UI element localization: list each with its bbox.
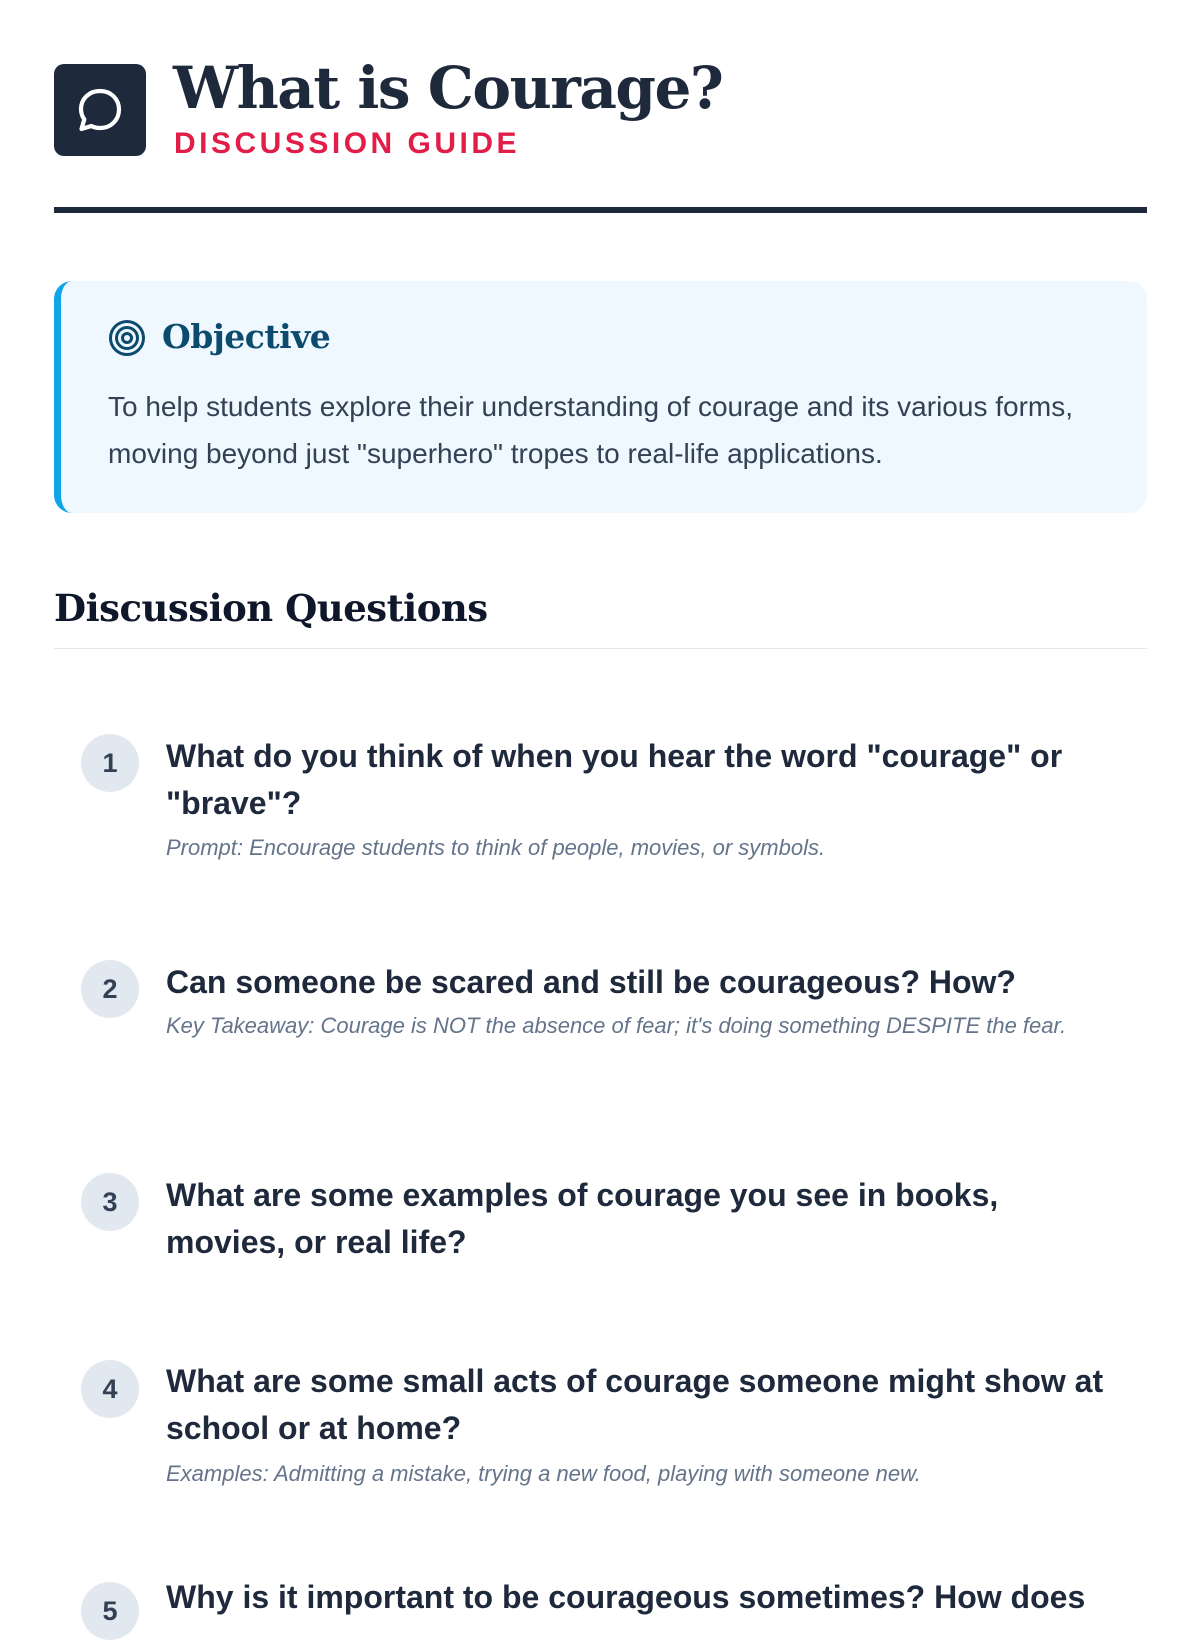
- header-divider: [54, 207, 1147, 213]
- question-note: Key Takeaway: Courage is NOT the absence of fear; it's doing something DESPITE the fear.: [166, 1013, 1067, 1038]
- header: [54, 54, 1147, 164]
- question-note: Prompt: Encourage students to think of people, movies, or symbols.: [166, 835, 826, 860]
- question-number: 5: [81, 1582, 139, 1640]
- objective-text: To help students explore their understanding of courage and its various forms, moving beyond just "superhero" tropes to real-life applications.: [108, 391, 1074, 469]
- objective-title: Objective: [162, 317, 331, 356]
- question-number: 4: [81, 1360, 139, 1418]
- section-title: Discussion Questions: [54, 586, 488, 630]
- section-divider: [54, 648, 1147, 649]
- objective-card: [54, 281, 1147, 513]
- logo-badge: [54, 64, 146, 156]
- page-subtitle: DISCUSSION GUIDE: [174, 127, 521, 160]
- question-text: What are some small acts of courage someone might show at school or at home?: [166, 1363, 1104, 1446]
- question-text: Can someone be scared and still be courageous? How?: [166, 964, 1016, 1000]
- target-icon: [108, 319, 146, 357]
- question-note: Examples: Admitting a mistake, trying a new food, playing with someone new.: [166, 1461, 921, 1486]
- question-number: 2: [81, 960, 139, 1018]
- question-text: What do you think of when you hear the word "courage" or "brave"?: [166, 738, 1063, 821]
- page-title: What is Courage?: [173, 54, 723, 122]
- question-number: 3: [81, 1173, 139, 1231]
- question-text: What are some examples of courage you see in books, movies, or real life?: [166, 1177, 999, 1260]
- question-text: Why is it important to be courageous sometimes? How does: [166, 1579, 1086, 1615]
- question-number: 1: [81, 734, 139, 792]
- discussion-guide-page: [54, 0, 1147, 1626]
- chat-bubble-icon: [75, 85, 125, 135]
